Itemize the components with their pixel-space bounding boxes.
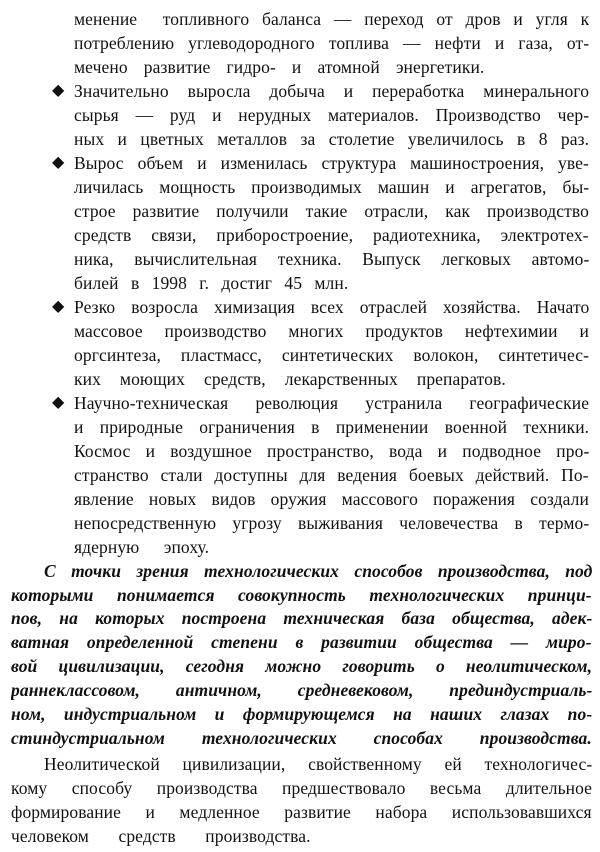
text-line: ника, вычислительная техника. Выпуск легковых автомо-	[74, 249, 589, 269]
bullet-icon: ◆	[52, 298, 65, 315]
text-line: массовое производство многих продуктов нефтехимии и	[74, 321, 589, 341]
text-line: которыми понимается совокупность технологических принци-	[11, 585, 592, 605]
text-line: сырья — руд и нерудных материалов. Производство чер-	[74, 105, 589, 125]
text-line: непосредственную угрозу выживания человечества в термо-	[74, 513, 589, 533]
text-line: Научно-техническая революция устранила географические	[74, 393, 589, 413]
bullet-icon: ◆	[52, 154, 65, 171]
text-line: потреблению углеводородного топлива — нефти и газа, от-	[74, 33, 589, 53]
text-line: мечено развитие гидро- и атомной энергетики.	[74, 57, 484, 77]
text-line: раннеклассовом, античном, средневековом, прединдустриаль-	[11, 680, 592, 700]
text-line: средств связи, приборостроение, радиотехника, электротех-	[74, 225, 589, 245]
text-line: личилась мощность производимых машин и агрегатов, бы-	[74, 177, 589, 197]
text-line: Вырос объем и изменилась структура машиностроения, уве-	[74, 153, 589, 173]
text-line: кому способу производства предшествовало весьма длительное	[11, 778, 592, 798]
text-line: странство стали доступны для ведения боевых действий. По-	[74, 465, 589, 485]
text-line: явление новых видов оружия массового поражения создали	[74, 489, 589, 509]
text-line: оргсинтеза, пластмасс, синтетических волокон, синтетичес-	[74, 345, 589, 365]
bullet-icon: ◆	[52, 82, 65, 99]
text-line: Резко возросла химизация всех отраслей хозяйства. Начато	[74, 297, 589, 317]
text-line: ких моющих средств, лекарственных препаратов.	[74, 369, 506, 389]
text-line: ядерную эпоху.	[74, 537, 209, 557]
text-line: стиндустриальном технологических способах производства.	[11, 728, 592, 748]
text-line: Неолитической цивилизации, свойственному ей технологичес-	[44, 754, 592, 774]
text-line: ном, индустриальном и формирующемся на наших глазах по-	[11, 704, 592, 724]
text-line: вой цивилизации, сегодня можно говорить о неолитическом,	[11, 656, 592, 676]
text-line: Космос и воздушное пространство, вода и подводное про-	[74, 441, 589, 461]
text-line: С точки зрения технологических способов производства, под	[44, 561, 592, 581]
text-line: Значительно выросла добыча и переработка минерального	[74, 81, 589, 101]
text-line: билей в 1998 г. достиг 45 млн.	[74, 273, 348, 293]
bullet-icon: ◆	[52, 394, 65, 411]
text-line: и природные ограничения в применении военной техники.	[74, 417, 589, 437]
text-line: ватная определенной степени в развитии общества — миро-	[11, 632, 592, 652]
text-line: формирование и медленное развитие набора использовавшихся	[11, 802, 592, 822]
text-line: человеком средств производства.	[11, 826, 311, 846]
text-line: менение топливного баланса — переход от дров и угля к	[74, 9, 589, 29]
text-line: пов, на которых построена техническая база общества, адек-	[11, 608, 592, 628]
text-line: строе развитие получили такие отрасли, как производство	[74, 201, 589, 221]
text-line: ных и цветных металлов за столетие увеличилось в 8 раз.	[74, 129, 589, 149]
